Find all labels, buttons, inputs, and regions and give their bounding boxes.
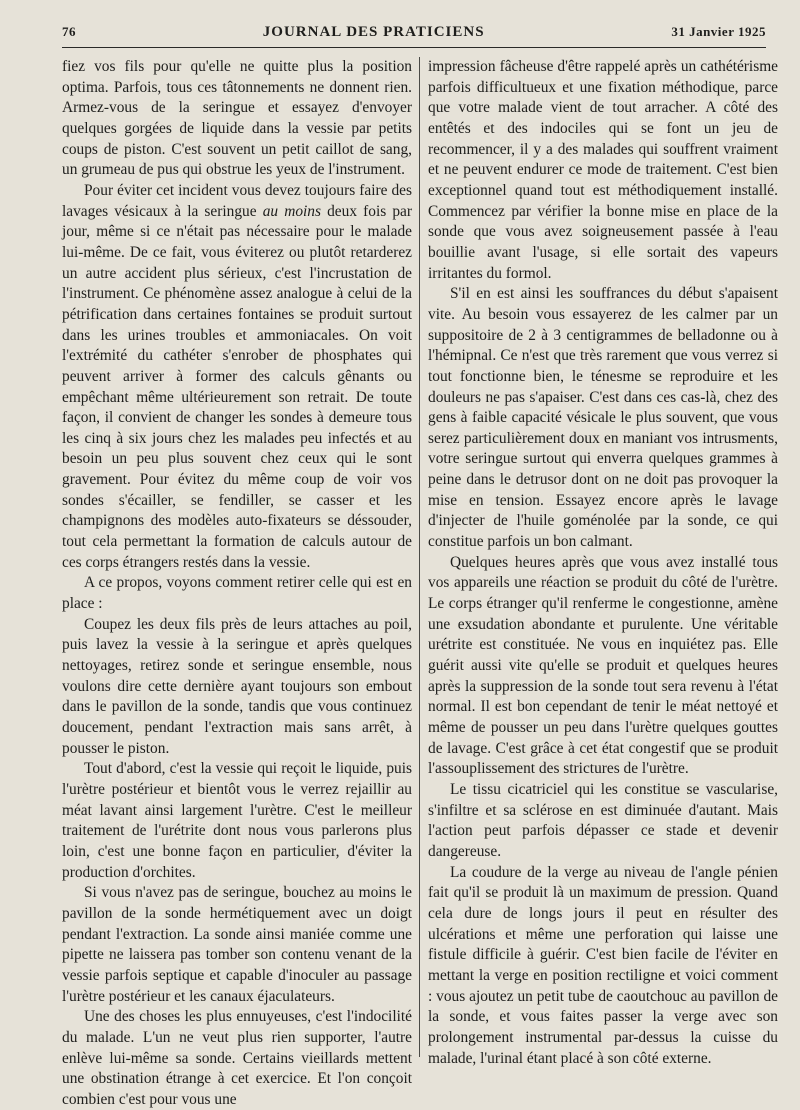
italic-text: au moins xyxy=(262,202,321,220)
journal-title: JOURNAL DES PRATICIENS xyxy=(262,24,485,40)
paragraph: La coudure de la verge au niveau de l'angle pénien fait qu'il se produit là un maximum de pression. Quand cela dure de longs jours il peut en résulter des ulcérations et même une perforation qui laisse une fistule difficile à guérir. C'est bien facile de l'éviter en mettant la verge en position rectiligne et voici comment : vous ajoutez un petit tube de caoutchouc au pavillon de la sonde, et vous faites passer la verge avec son prolongement instrumental par-dessus la cuisse du malade, l'urinal étant placé à son côté externe. xyxy=(428,863,778,1067)
paragraph: Si vous n'avez pas de seringue, bouchez au moins le pavillon de la sonde hermétiquement avec un doigt pendant l'extraction. La sonde ainsi maniée comme une pipette ne laissera pas tomber son contenu venant de la vessie parfois septique et capable d'inoculer au passage l'urètre postérieur et les canaux éjaculateurs. xyxy=(62,884,412,1005)
paragraph: impression fâcheuse d'être rappelé après un cathétérisme parfois difficultueux et une fixation méthodique, parce que votre malade vient de tout arracher. A côté des entêtés et des indociles qui se font un jeu de recommencer, il y a des malades qui souffrent vraiment et ne peuvent endurer ce mode de traitement. C'est bien exceptionnel quand tout est méthodiquement installé. Commencez par vérifier la bonne mise en place de la sonde que vous avez soigneusement passée à l'eau bouillie avant l'usage, si elle sortait des vapeurs irritantes du formol. xyxy=(428,58,778,282)
issue-date: 31 Janvier 1925 xyxy=(671,24,766,39)
paragraph xyxy=(62,181,412,573)
paragraph: A ce propos, voyons comment retirer celle qui est en place : xyxy=(62,574,412,613)
paragraph: S'il en est ainsi les souffrances du début s'apaisent vite. Au besoin vous essayerez de les calmer par un suppositoire de 2 à 3 centigrammes de belladonne ou à l'hémipnal. Ce n'est que très rarement que vous verrez si tout fonctionne bien, le ténesme se reproduire et les douleurs ne pas s'apaiser. C'est dans ces cas-là, chez des gens à faible capacité vésicale le plus souvent, que vous serez particulièrement doux en maniant vos intrusments, votre seringue surtout qui enverra quelques grammes à peine dans le detrusor dont on ne doit pas provoquer la mise en tension. Essayez encore après le lavage d'injecter de l'huile goménolée par la sonde, ce qui constitue parfois un bon calmant. xyxy=(428,285,778,551)
page-number: 76 xyxy=(62,24,76,39)
paragraph: Le tissu cicatriciel qui les constitue se vascularise, s'infiltre et sa sclérose en est diminuée d'autant. Mais l'action peut parfois dépasser ce stade et devenir dangereuse. xyxy=(428,780,778,860)
header-rule xyxy=(62,47,766,48)
paragraph: Une des choses les plus ennuyeuses, c'est l'indocilité du malade. L'un ne veut plus rien supporter, l'autre enlève lui-même sa sonde. Certains vieillards mettent une obstination étrange à cet exercice. Et l'on conçoit combien c'est pour vous une xyxy=(62,1008,412,1108)
page-header xyxy=(62,24,766,48)
paragraph: fiez vos fils pour qu'elle ne quitte plus la position optima. Parfois, tous ces tâtonnements ne donnent rien. Armez-vous de la seringue et essayez d'envoyer quelques gorgées de liquide dans la vessie par petits coups de piston. C'est souvent un petit caillot de sang, un grumeau de pus qui obstrue les yeux de l'instrument. xyxy=(62,58,412,179)
paragraph: Tout d'abord, c'est la vessie qui reçoit le liquide, puis l'urètre postérieur et bientôt vous le verrez rejaillir au méat lavant ainsi largement l'urètre. C'est le meilleur traitement de l'urétrite dont nous vous parlerons plus loin, c'est une bonne façon en particulier, d'éviter la production d'orchites. xyxy=(62,760,412,881)
paragraph: Coupez les deux fils près de leurs attaches au poil, puis lavez la vessie à la seringue et après quelques nettoyages, retirez sonde et seringue ensemble, nous voulons dire cette dernière ayant toujours son embout dans le pavillon de la sonde, tandis que vous continuez doucement, pendant l'extraction mais sans arrêt, à pousser le piston. xyxy=(62,615,412,757)
text-run: deux fois par jour, même si ce n'était pas nécessaire pour le malade lui-même. De ce fait, vous éviterez ou plutôt retarderez un autre accident plus sérieux, c'est l'incrustation de l'instrument. Ce phénomène assez analogue à celui de la pétrification dans certaines fontaines se produit surtout dans les urines troubles et ammoniacales. On voit l'extrémité du cathéter s'enrober de phosphates qui peuvent arriver à former des calculs gênants ou empêchant même ultérieurement son retrait. De toute façon, il convient de changer les sondes à demeure tous les cinq à six jours chez les malades peu infectés et au besoin un peu plus souvent chez ceux qui le sont gravement. Pour évitez du même coup de voir vos sondes s'écailler, se fendiller, se casser et les champignons des modèles auto-fixateurs se déssouder, tout cela permettant la formation de calculs autour de ces corps étrangers restés dans la vessie. xyxy=(62,202,413,571)
text-run: Pour éviter cet incident vous devez toujours faire des lavages vésicaux à la seringue xyxy=(62,181,412,220)
paragraph: Quelques heures après que vous avez installé tous vos appareils une réaction se produit du côté de l'urètre. Le corps étranger qu'il renferme le congestionne, amène une exsudation abondante et purulente. Une véritable urétrite est constituée. Ne vous en inquiétez pas. Elle guérit aussi vite qu'elle se produit et quelques heures après la suppression de la sonde tout sera revenu à l'état normal. Il est bon cependant de tenir le méat nettoyé et même de pousser un peu dans l'urètre quelques gouttes de lavage. C'est grâce à cet état congestif que se produit l'assouplissement des strictures de l'urètre. xyxy=(428,553,778,778)
column-divider xyxy=(419,57,420,1057)
left-column xyxy=(62,57,412,1110)
right-column xyxy=(428,57,778,1069)
